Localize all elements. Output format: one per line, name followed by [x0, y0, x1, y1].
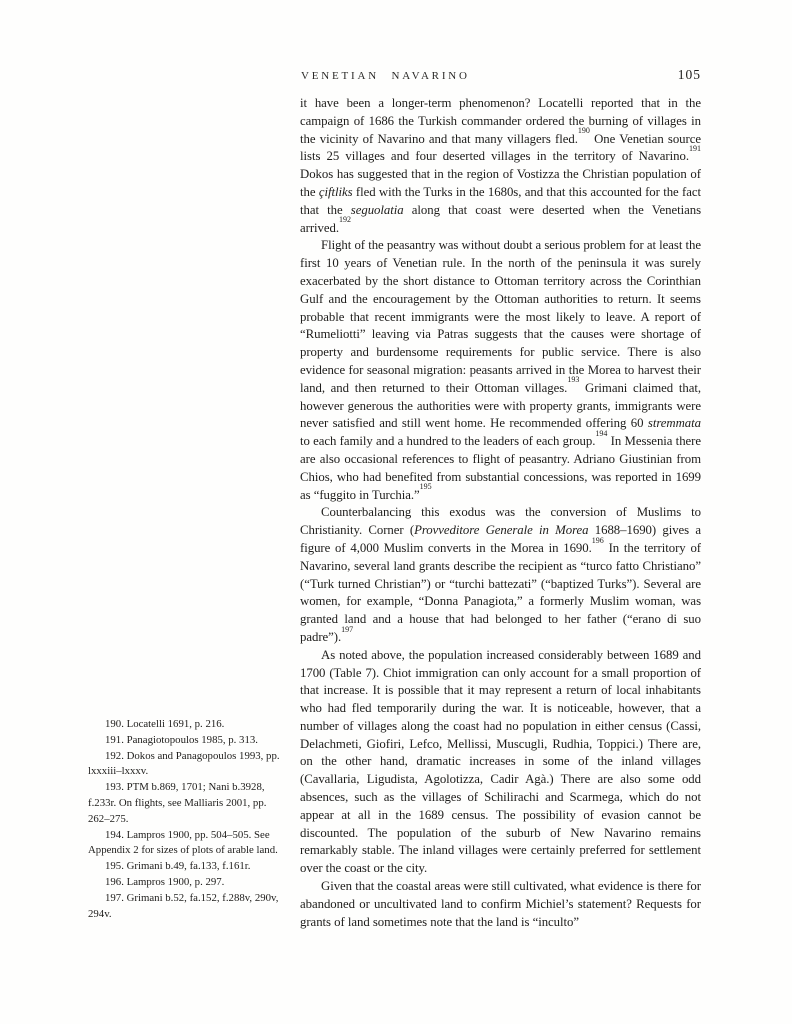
- footnote-reference: 195: [419, 482, 432, 492]
- footnote-reference: 194: [595, 428, 608, 438]
- body-paragraph: [300, 878, 701, 931]
- text-run: Given that the coastal areas were still cultivated, what evidence is there for abandoned or uncultivated land to confirm Michiel’s statement? Requests for grants of land sometimes note that the land is “inculto”: [300, 879, 701, 929]
- italic-term: çiftliks: [318, 184, 353, 199]
- text-run: 1688–1690) gives a figure of 4,000 Muslim converts in the Morea in 1690.: [300, 523, 701, 555]
- italic-term: seguolatia: [350, 202, 404, 217]
- body-text: [300, 95, 701, 931]
- footnote: 195. Grimani b.49, fa.133, f.161r.: [105, 860, 251, 873]
- footnote: 193. PTM b.869, 1701; Nani b.3928, f.233r. On flights, see Malliaris 2001, pp. 262–275.: [88, 781, 267, 825]
- body-paragraph: [300, 647, 701, 878]
- text-run: Grimani claimed that, however generous the authorities were with property grants, immigrants were never satisfied and still went home. He recommended offering 60: [300, 380, 701, 431]
- text-run: it have been a longer-term phenomenon? Locatelli reported that in the campaign of 1686 the Turkish commander ordered the burning of villages in the vicinity of Navarino and that many villagers fled.: [300, 96, 701, 146]
- text-run: In Messenia there are also occasional references to flight of peasantry. Adriano Giustinian from Chios, who had benefited from substantial concessions, was reported in 1699 as “fuggito in Turchia.”: [300, 434, 702, 502]
- running-head: VENETIAN NAVARINO: [301, 70, 470, 82]
- body-paragraph: [300, 95, 701, 237]
- text-run: to each family and a hundred to the leaders of each group.: [300, 434, 596, 449]
- footnote-reference: 190: [577, 126, 590, 136]
- footnote-reference: 193: [567, 375, 580, 385]
- page-number: 105: [677, 67, 701, 82]
- footnote: 194. Lampros 1900, pp. 504–505. See Appendix 2 for sizes of plots of arable land.: [88, 828, 278, 857]
- text-run: Flight of the peasantry was without doubt a serious problem for at least the first 10 years of Venetian rule. In the north of the peninsula it was surely exacerbated by the short distance to Ottoman territory across the Corinthian Gulf and the encouragement by the Ottoman authorities to return. It seems probable that recent immigrants were the most likely to leave. A report of “Rumeliotti” leaving via Patras suggests that the causes were shortage of property and burdensome requirements for public service. There is also evidence for seasonal migration: peasants arrived in the Morea to harvest their land, and then returned to their Ottoman villages.: [300, 238, 701, 395]
- footnote-reference: 192: [339, 215, 352, 225]
- text-run: Dokos has suggested that in the region of Vostizza the Christian population of the: [300, 167, 701, 199]
- footnote: 192. Dokos and Panagopoulos 1993, pp. lxxxiii–lxxxv.: [88, 749, 280, 778]
- footnote: 197. Grimani b.52, fa.152, f.288v, 290v, 294v.: [88, 891, 279, 920]
- footnote-reference: 191: [689, 144, 701, 154]
- text-run: Counterbalancing this exodus was the conversion of Muslims to Christianity. Corner (: [300, 505, 701, 538]
- footnote-reference: 197: [341, 624, 354, 634]
- body-paragraph: [300, 504, 701, 646]
- text-run: along that coast were deserted when the Venetians arrived.: [300, 202, 701, 235]
- text-run: In the territory of Navarino, several land grants describe the recipient as “turco fatto Christiano” (“Turk turned Christian”) or “turchi battezati” (“baptized Turks”). Several are women, for example, “Donna Panagiota,” a formerly Muslim woman, was granted land and a house that had belonged to her father (“erano di suo padre”).: [300, 540, 701, 644]
- italic-term: Provveditore Generale in Morea: [414, 523, 589, 538]
- body-paragraph: [300, 237, 701, 504]
- text-run: As noted above, the population increased considerably between 1689 and 1700 (Table 7). Chiot immigration can only account for a small proportion of that increase. It is possible that it may represent a return of local inhabitants who had fled temporarily during the war. It is noticeable, however, that a number of villages along the coast had no population in either census (Cassi, Delachmeti, Giofiri, Lefco, Mellissi, Muscugli, Rudhia, Toppici.) There are, on the other hand, dramatic increases in some of the inland villages (Cavallaria, Ligudista, Agolotizza, Cadir Agà.) There are also some odd absences, such as the villages of Schilirachi and Scarmega, which do not appear at all in the 1689 census. The possibility of evasion cannot be discounted. The population of the suburb of New Navarino remains remarkably stable. The inland villages were certainly preferred for settlement over the coast or the city.: [300, 647, 701, 876]
- footnotes: [88, 717, 287, 922]
- text-run: fled with the Turks in the 1680s, and that this accounted for the fact that the: [300, 184, 701, 217]
- text-run: One Venetian source lists 25 villages and four deserted villages in the territory of Navarino.: [300, 131, 701, 164]
- footnote: 191. Panagiotopoulos 1985, p. 313.: [105, 733, 258, 746]
- footnote: 196. Lampros 1900, p. 297.: [105, 875, 225, 888]
- italic-term: stremmata: [647, 416, 701, 431]
- footnote-reference: 196: [591, 535, 604, 545]
- footnote: 190. Locatelli 1691, p. 216.: [105, 718, 225, 730]
